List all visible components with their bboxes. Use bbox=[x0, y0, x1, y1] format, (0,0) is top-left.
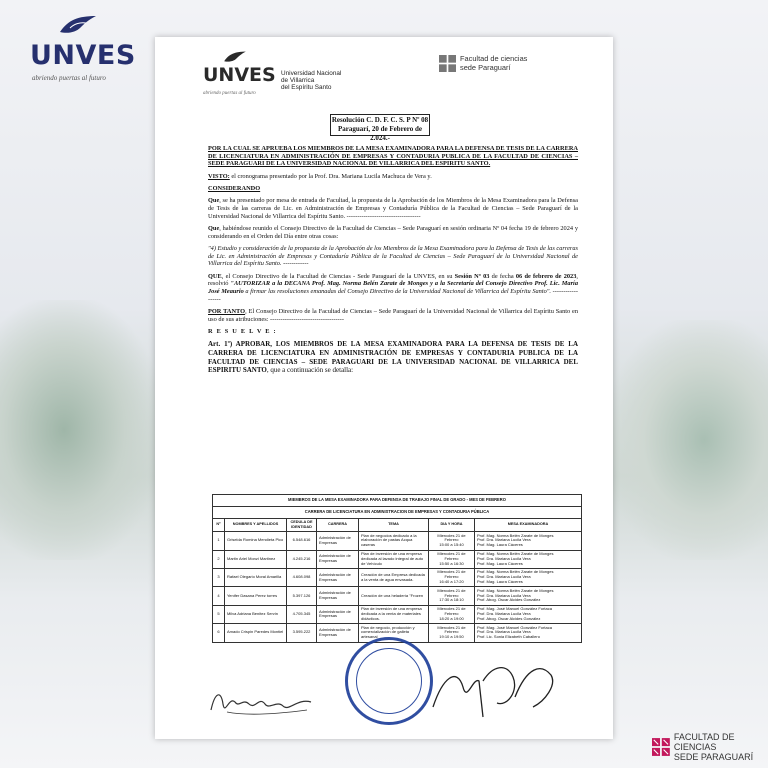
bottom-faculty-logo bbox=[652, 732, 768, 762]
que3-sesion: Sesión Nº 03 bbox=[454, 272, 490, 280]
cell-name: Yenifer Dasana Perez torres bbox=[225, 587, 287, 605]
portanto-label: POR TANTO bbox=[208, 308, 246, 316]
cell-ci: 5.397.126 bbox=[287, 587, 317, 605]
cell-dia-hora bbox=[429, 587, 475, 605]
cell-tema: Plan de inversión de una empresa dedicada a la venta de materiales didácticos. bbox=[359, 605, 429, 623]
header-logo-word: UNVES bbox=[203, 64, 276, 86]
cell-mesa bbox=[475, 568, 582, 586]
col-header-name: NOMBRES Y APELLIDOS bbox=[225, 518, 287, 532]
art1-rest: , que a continuación se detalla: bbox=[266, 366, 354, 375]
header-faculty-line2: sede Paraguarí bbox=[460, 62, 511, 72]
visto-text: el cronograma presentado por la Prof. Dra. Mariana Lucila Machuca de Vera y. bbox=[229, 172, 432, 180]
examiner-1: Prof. Mag. Norma Belén Zarate de Monges bbox=[477, 587, 554, 593]
examiners-table bbox=[212, 494, 582, 643]
cell-mesa bbox=[475, 624, 582, 642]
cell-mesa bbox=[475, 550, 582, 568]
university-line3: del Espíritu Santo bbox=[281, 84, 332, 92]
table-title-2: CARRERA DE LICENCIATURA EN ADMINISTRACION DE EMPRESAS Y CONTADURIA PÚBLICA bbox=[213, 506, 582, 518]
cell-tema: Creación de una Empresa dedicada a la venta de agua envasada. bbox=[359, 568, 429, 586]
cell-n: 5 bbox=[213, 605, 225, 623]
table-row bbox=[213, 587, 582, 605]
signature-left bbox=[207, 682, 317, 722]
cell-tema: Creación de una heladería "Frozen bbox=[359, 587, 429, 605]
table-body bbox=[213, 532, 582, 642]
header-faculty-logo bbox=[439, 55, 527, 72]
cell-hora: 19:10 a 19:50 bbox=[439, 634, 464, 640]
cell-dia: Miercoles 21 de Febrero bbox=[437, 569, 466, 580]
que3-text-b: de fecha bbox=[489, 272, 516, 280]
cell-ci: 4.245.216 bbox=[287, 550, 317, 568]
header-unves-logo bbox=[203, 50, 353, 96]
examiner-2: Prof. Dra. Mariana Lucila Vera bbox=[477, 537, 531, 543]
background-blur-left bbox=[0, 300, 160, 560]
cell-name: Amado Crispin Paredes Montiel bbox=[225, 624, 287, 642]
cell-name: Milva Adriana Benitez Servin bbox=[225, 605, 287, 623]
header-faculty-line1: Facultad de ciencias bbox=[460, 54, 528, 63]
cell-ci: 4.705.345 bbox=[287, 605, 317, 623]
considerando-heading: CONSIDERANDO bbox=[208, 185, 261, 192]
cell-carrera: Administración de Empresas bbox=[317, 568, 359, 586]
cell-n: 6 bbox=[213, 624, 225, 642]
examiner-3: Prof. Mag. Laura Cáceres bbox=[477, 542, 523, 548]
cell-tema: Plan de negocio, producción y comercialización de galleta artesanal bbox=[359, 624, 429, 642]
intro-paragraph: POR LA CUAL SE APRUEBA LOS MIEMBROS DE LA MESA EXAMINADORA PARA LA DEFENSA DE TESIS DE LA CARRERA DE LICENCIATURA EN ADMINISTRACIÓN DE EMPRESAS Y CONTADURIA PUBLICA DE LA FACULTAD DE CIENCIAS – SEDE PARAGUARI DE LA UNIVERSIDAD NACIONAL DE VILLARRICA DEL ESPIRITU SANTO. bbox=[208, 145, 578, 168]
table-row bbox=[213, 605, 582, 623]
art1-bold: Art. 1º) APROBAR, LOS MIEMBROS DE LA MESA EXAMINADORA PARA LA DEFENSA DE TESIS DE LA CARRERA DE LICENCIATURA EN ADMINISTRACIÓN DE EMPRESAS Y CONTADURIA PUBLICA DE LA FACULTAD DE CIENCIAS – SEDE PARAGUARI DE LA UNIVERSIDAD NACIONAL DE VILLARRICA DEL ESPIRITU SANTO bbox=[208, 340, 578, 375]
cell-n: 3 bbox=[213, 568, 225, 586]
examiner-2: Prof. Dra. Mariana Lucila Vera bbox=[477, 592, 531, 598]
examiner-2: Prof. Dra. Mariana Lucila Vera bbox=[477, 629, 531, 635]
examiner-1: Prof. Mag. José Manuel González Fortaca bbox=[477, 624, 552, 630]
visto-paragraph bbox=[208, 173, 578, 181]
corner-unves-logo bbox=[28, 14, 136, 84]
examiner-2: Prof. Dra. Mariana Lucila Vera bbox=[477, 574, 531, 580]
cell-dia: Miercoles 21 de Febrero bbox=[437, 532, 466, 543]
cell-dia: Miercoles 21 de Febrero bbox=[437, 587, 466, 598]
cell-hora: 16:40 a 17:20 bbox=[439, 579, 464, 585]
examiner-2: Prof. Dra. Mariana Lucila Vera bbox=[477, 611, 531, 617]
header-logo-tagline: abriendo puertas al futuro bbox=[203, 91, 256, 96]
cell-ci: 6.548.616 bbox=[287, 532, 317, 550]
que2-text: , habiéndose reunido el Consejo Directivo de la Facultad de Ciencias – Sede Paraguarí en sesión ordinaria Nº 04 fecha 19 de febrero 2024 y considerando en el Orden del Día entre otras cosas: bbox=[208, 225, 578, 240]
cell-dia-hora bbox=[429, 568, 475, 586]
examiner-3: Prof. Lic. Sonia Elizabeth Caballero bbox=[477, 634, 540, 640]
col-header-n: Nº bbox=[213, 518, 225, 532]
que3-label: QUE bbox=[208, 272, 222, 280]
cell-mesa bbox=[475, 605, 582, 623]
signature-right bbox=[423, 657, 563, 727]
resolution-number: Resolución C. D. F. C. S. P Nº 08 bbox=[331, 116, 429, 124]
dove-icon bbox=[58, 14, 98, 36]
examiner-1: Prof. Mag. Norma Belén Zarate de Monges bbox=[477, 551, 554, 557]
resolution-body bbox=[208, 145, 578, 379]
dove-icon bbox=[223, 50, 247, 64]
col-header-ci: CEDULA DE IDENTIDAD bbox=[287, 518, 317, 532]
cell-dia-hora bbox=[429, 624, 475, 642]
resolution-box bbox=[330, 114, 430, 142]
examiner-3: Prof. Mag. Laura Cáceres bbox=[477, 560, 523, 566]
que3-fecha: 06 de febrero de 2023 bbox=[515, 272, 577, 280]
cell-dia: Miercoles 21 de Febrero bbox=[437, 624, 466, 635]
cell-dia: Miercoles 21 de Febrero bbox=[437, 551, 466, 561]
cell-tema: Plan de inversión de una empresa dedicada al lavado integral de auto de Vehículo bbox=[359, 550, 429, 568]
cell-carrera: Administración de Empresas bbox=[317, 550, 359, 568]
resolution-date: Paraguarí, 20 de Febrero de 2.024.- bbox=[338, 125, 422, 142]
que3-text-a: , el Consejo Directivo de la Facultad de Ciencias - Sede Paraguarí de la UNVES, en su bbox=[221, 272, 455, 280]
official-stamp bbox=[345, 637, 433, 725]
portanto-paragraph bbox=[208, 308, 578, 323]
que3-text-d: a firmar las resoluciones emanadas del Consejo Directivo de la Universidad Nacional de Villarrica del Espíritu Santo". ------------------ bbox=[208, 288, 578, 303]
corner-logo-tagline: abriendo puertas al futuro bbox=[32, 74, 106, 82]
col-header-mesa: MESA EXAMINADORA bbox=[475, 518, 582, 532]
col-header-tema: TEMA bbox=[359, 518, 429, 532]
cell-carrera: Administración de Empresas bbox=[317, 532, 359, 550]
que3-quote: "AUTORIZAR a la DECANA Prof. Mag. Norma Belén Zarate de Monges y a la Secretaría del Consejo Directivo Prof. Lic. María José Meaurio bbox=[208, 280, 578, 296]
university-line1: Universidad Nacional bbox=[281, 70, 342, 77]
cell-tema: Plan de negocios dedicado a la elaboración de pastas Acqua caseras bbox=[359, 532, 429, 550]
cell-hora: 18:20 a 19:00 bbox=[439, 615, 464, 621]
portanto-text: , El Consejo Directivo de la Facultad de Ciencias – Sede Paraguarí de la Universidad Nacional de Villarrica del Espíritu Santo en uso de sus atribuciones: ----------------------------------- bbox=[208, 308, 578, 323]
resuelve-heading: R E S U E L V E : bbox=[208, 328, 277, 336]
que2-paragraph bbox=[208, 225, 578, 240]
cell-n: 2 bbox=[213, 550, 225, 568]
examiner-1: Prof. Mag. José Manuel González Fortaca bbox=[477, 606, 552, 612]
que1-text: , se ha presentado por mesa de entrada de Facultad, la propuesta de la Aprobación de los Miembros de la Mesa Examinadora para la Defensa de Tesis de las carreras de Lic. en Administración de Empresas y Contaduría Pública de la Facultad de Ciencias – Sede Paraguarí de la Universidad Nacional de Villarrica del Espíritu Santo. ----------------------------------- bbox=[208, 197, 578, 220]
faculty-mark-icon bbox=[652, 737, 670, 757]
col-header-carrera: CARRERA bbox=[317, 518, 359, 532]
que2-label: Que bbox=[208, 225, 220, 232]
faculty-mark-icon bbox=[439, 55, 456, 72]
cell-ci: 3.595.222 bbox=[287, 624, 317, 642]
quote-paragraph: "4) Estudio y consideración de la propuesta de la Aprobación de los Miembros de la Mesa Examinadora para la Defensa de Tesis de las carreras de Lic. en Administración de Empresas y Contaduría Pública de la Facultad de Ciencias – Sede Paraguarí de la Universidad Nacional de Villarrica del Espíritu Santo. ------------ bbox=[208, 245, 578, 268]
que1-label: Que bbox=[208, 197, 220, 205]
cell-ci: 4.608.098 bbox=[287, 568, 317, 586]
que1-paragraph bbox=[208, 197, 578, 220]
examiner-1: Prof. Mag. Norma Belén Zarate de Monges bbox=[477, 569, 554, 575]
cell-dia-hora bbox=[429, 532, 475, 550]
visto-label: VISTO: bbox=[208, 172, 230, 180]
cell-name: Griselda Romina Mendieta Pico bbox=[225, 532, 287, 550]
cell-carrera: Administración de Empresas bbox=[317, 624, 359, 642]
examiner-3: Prof. Mag. Laura Cáceres bbox=[477, 579, 523, 585]
art1-paragraph bbox=[208, 340, 578, 374]
university-line2: de Villarrica bbox=[281, 77, 315, 85]
cell-mesa bbox=[475, 532, 582, 550]
corner-logo-word: UNVES bbox=[30, 40, 136, 71]
table-row bbox=[213, 532, 582, 550]
cell-n: 4 bbox=[213, 587, 225, 605]
examiners-table-wrap bbox=[212, 494, 582, 643]
background-blur-right bbox=[608, 320, 768, 560]
cell-hora: 17:30 a 18:10 bbox=[439, 597, 464, 603]
table-header-row bbox=[213, 518, 582, 532]
cell-hora: 15:00 a 15:40 bbox=[439, 542, 464, 548]
col-header-dia: DIA Y HORA bbox=[429, 518, 475, 532]
cell-n: 1 bbox=[213, 532, 225, 550]
document-page bbox=[155, 37, 613, 739]
cell-carrera: Administración de Empresas bbox=[317, 605, 359, 623]
table-row bbox=[213, 550, 582, 568]
que3-paragraph bbox=[208, 273, 578, 304]
table-title-1: MIEMBROS DE LA MESA EXAMINADORA PARA DEFENSA DE TRABAJO FINAL DE GRADO - MES DE FEBRERO bbox=[213, 495, 582, 507]
examiner-3: Prof. Abog. Oscar Alcides González bbox=[477, 597, 541, 603]
que3-text-c: , resolvió bbox=[208, 272, 578, 288]
cell-dia: Miercoles 21 de Febrero bbox=[437, 606, 466, 617]
cell-dia-hora bbox=[429, 550, 475, 568]
cell-carrera: Administración de Empresas bbox=[317, 587, 359, 605]
cell-dia-hora bbox=[429, 605, 475, 623]
cell-name: Rafael Olegario Moral Amarilla bbox=[225, 568, 287, 586]
cell-mesa bbox=[475, 587, 582, 605]
bottom-faculty-line1: FACULTAD DE CIENCIAS bbox=[673, 732, 735, 752]
table-row bbox=[213, 568, 582, 586]
cell-name: Martin Ariel Monzi Martinez bbox=[225, 550, 287, 568]
examiner-3: Prof. Abog. Oscar Alcides González bbox=[477, 615, 541, 621]
examiner-2: Prof. Dra. Mariana Lucila Vera bbox=[477, 555, 531, 561]
examiner-1: Prof. Mag. Norma Belén Zarate de Monges bbox=[477, 532, 554, 538]
bottom-faculty-line2: SEDE PARAGUARÍ bbox=[673, 752, 754, 762]
cell-hora: 15:50 a 16:30 bbox=[439, 560, 464, 566]
